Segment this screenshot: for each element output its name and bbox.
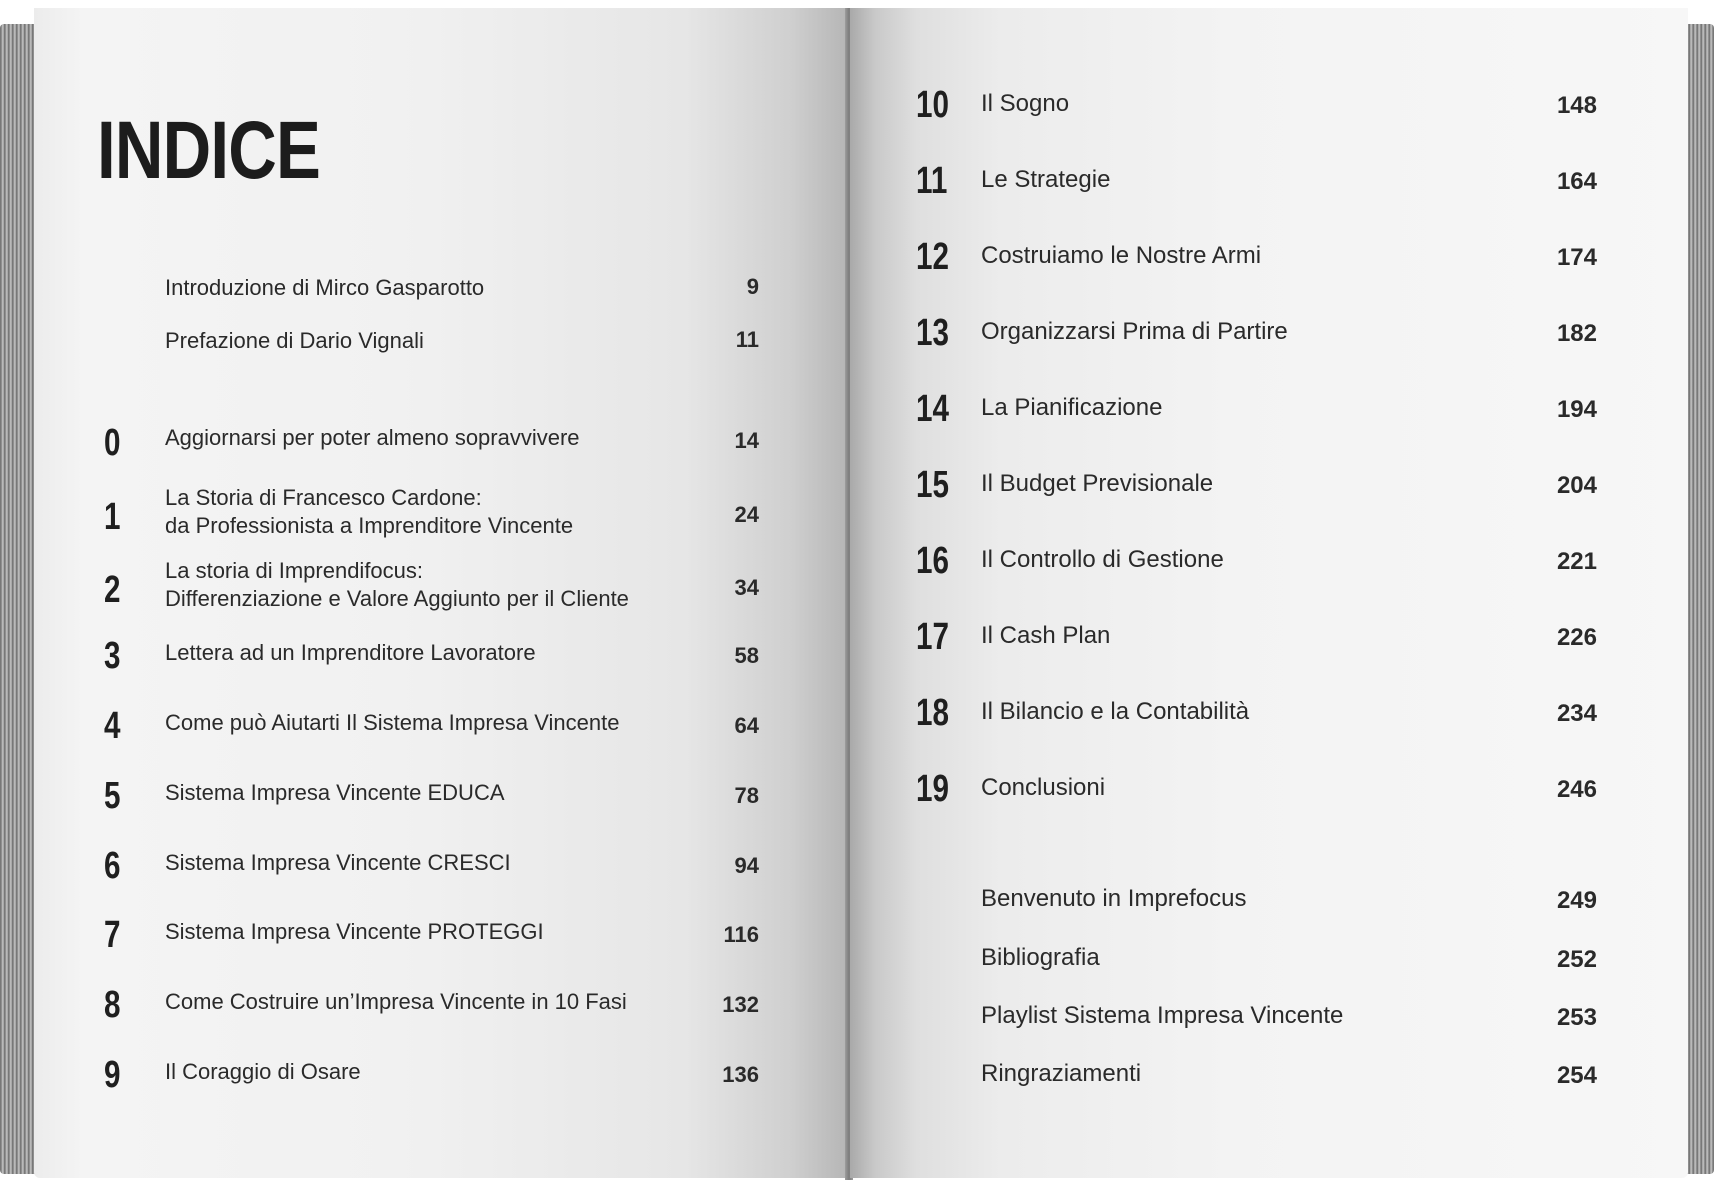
entry-label: Il Budget Previsionale bbox=[981, 470, 1214, 497]
entry-page-number: 24 bbox=[734, 502, 759, 527]
chapter-number: 0 bbox=[104, 422, 121, 464]
chapter-number: 3 bbox=[104, 635, 121, 677]
entry-page-number: 204 bbox=[1556, 472, 1597, 499]
entry-label: Organizzarsi Prima di Partire bbox=[981, 318, 1288, 345]
chapter-number: 10 bbox=[916, 84, 949, 126]
chapter-number: 14 bbox=[916, 388, 949, 430]
entry-label: Lettera ad un Imprenditore Lavoratore bbox=[165, 640, 536, 665]
chapter-number: 13 bbox=[916, 312, 949, 354]
chapter-number: 12 bbox=[916, 236, 949, 278]
entry-label: Sistema Impresa Vincente EDUCA bbox=[165, 780, 505, 805]
entry-page-number: 58 bbox=[734, 643, 759, 668]
entry-label: La Pianificazione bbox=[981, 394, 1163, 421]
entry-page-number: 254 bbox=[1556, 1062, 1597, 1089]
entry-page-number: 249 bbox=[1556, 887, 1597, 914]
entry-page-number: 221 bbox=[1556, 548, 1597, 575]
chapter-number: 11 bbox=[916, 160, 948, 202]
right-page bbox=[850, 8, 1688, 1178]
entry-page-number: 194 bbox=[1556, 396, 1597, 423]
entry-label: Come può Aiutarti Il Sistema Impresa Vincente bbox=[165, 710, 620, 735]
chapter-number: 15 bbox=[916, 464, 949, 506]
entry-page-number: 14 bbox=[734, 428, 759, 453]
chapter-number: 6 bbox=[104, 845, 121, 887]
entry-label: Il Coraggio di Osare bbox=[165, 1059, 361, 1084]
entry-label: Aggiornarsi per poter almeno sopravvivere bbox=[165, 425, 580, 450]
chapter-number: 7 bbox=[104, 914, 121, 956]
entry-label: Conclusioni bbox=[981, 774, 1106, 801]
entry-label: Benvenuto in Imprefocus bbox=[981, 885, 1247, 912]
entry-page-number: 34 bbox=[734, 575, 759, 600]
entry-label: Ringraziamenti bbox=[981, 1060, 1142, 1087]
entry-page-number: 64 bbox=[734, 713, 759, 738]
chapter-number: 18 bbox=[916, 692, 949, 734]
chapter-number: 9 bbox=[104, 1054, 121, 1096]
chapter-number: 17 bbox=[916, 616, 949, 658]
chapter-number: 8 bbox=[104, 984, 121, 1026]
entry-label: Sistema Impresa Vincente PROTEGGI bbox=[165, 919, 544, 944]
entry-label: Sistema Impresa Vincente CRESCI bbox=[165, 850, 511, 875]
entry-label-line-1: La Storia di Francesco Cardone: bbox=[165, 485, 482, 510]
left-page bbox=[34, 8, 848, 1178]
entry-page-number: 226 bbox=[1556, 624, 1597, 651]
entry-page-number: 11 bbox=[735, 327, 759, 352]
entry-label: Bibliografia bbox=[981, 944, 1100, 971]
entry-label: Come Costruire un’Impresa Vincente in 10 Fasi bbox=[165, 989, 627, 1014]
entry-label: Il Cash Plan bbox=[981, 622, 1111, 649]
entry-page-number: 234 bbox=[1556, 700, 1597, 727]
entry-page-number: 246 bbox=[1556, 776, 1597, 803]
chapter-number: 19 bbox=[916, 768, 949, 810]
entry-page-number: 116 bbox=[723, 922, 759, 947]
entry-page-number: 252 bbox=[1556, 946, 1597, 973]
chapter-number: 16 bbox=[916, 540, 949, 582]
entry-label: Il Bilancio e la Contabilità bbox=[981, 698, 1250, 725]
entry-label: Prefazione di Dario Vignali bbox=[165, 328, 424, 353]
entry-label-line-1: La storia di Imprendifocus: bbox=[165, 558, 424, 583]
entry-label: Introduzione di Mirco Gasparotto bbox=[165, 275, 485, 300]
entry-label: Il Sogno bbox=[981, 90, 1070, 117]
entry-page-number: 132 bbox=[722, 992, 759, 1017]
entry-label: Le Strategie bbox=[981, 166, 1111, 193]
chapter-number: 2 bbox=[104, 569, 121, 611]
entry-label: Playlist Sistema Impresa Vincente bbox=[981, 1002, 1344, 1029]
chapter-number: 5 bbox=[104, 775, 121, 817]
index-title: INDICE bbox=[97, 105, 320, 196]
entry-page-number: 148 bbox=[1556, 92, 1597, 119]
entry-label-line-2: da Professionista a Imprenditore Vincente bbox=[165, 513, 574, 538]
entry-page-number: 164 bbox=[1556, 168, 1597, 195]
chapter-number: 4 bbox=[104, 705, 121, 747]
entry-label: Il Controllo di Gestione bbox=[981, 546, 1224, 573]
entry-page-number: 174 bbox=[1556, 244, 1597, 271]
entry-label-line-2: Differenziazione e Valore Aggiunto per il Cliente bbox=[165, 586, 629, 611]
entry-page-number: 253 bbox=[1556, 1004, 1597, 1031]
entry-page-number: 94 bbox=[734, 853, 759, 878]
entry-page-number: 136 bbox=[722, 1062, 759, 1087]
entry-page-number: 182 bbox=[1556, 320, 1597, 347]
entry-label: Costruiamo le Nostre Armi bbox=[981, 242, 1262, 269]
chapter-number: 1 bbox=[104, 496, 121, 538]
entry-page-number: 78 bbox=[734, 783, 759, 808]
entry-page-number: 9 bbox=[746, 274, 759, 299]
